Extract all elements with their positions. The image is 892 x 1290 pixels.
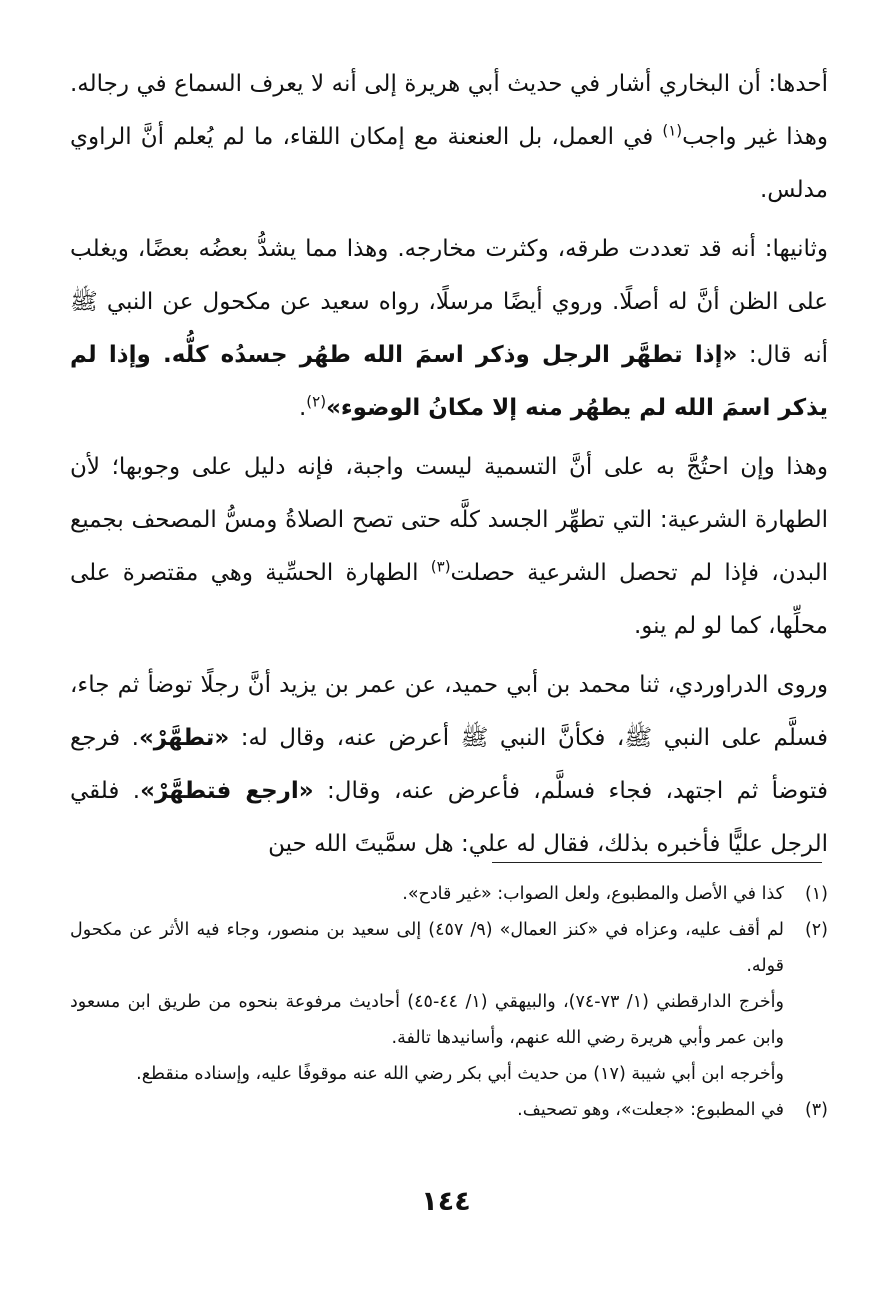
paragraph-3-text-b: الطهارة الحسِّية وهي مقتصرة على محلِّها، كما لو لم ينو.	[70, 560, 828, 639]
paragraph-4	[70, 659, 828, 871]
paragraph-2	[70, 223, 828, 435]
footnote-1-line: كذا في الأصل والمطبوع، ولعل الصواب: «غير قادح».	[402, 884, 784, 904]
footnotes	[70, 876, 828, 1128]
paragraph-1-text-b: في العمل، بل العنعنة مع إمكان اللقاء، ما لم يُعلم أنَّ الراوي مدلس.	[70, 124, 828, 203]
footnote-ref-2[interactable]: (٢)	[306, 392, 327, 411]
paragraph-3-text-a: وهذا وإن احتُجَّ به على أنَّ التسمية ليست واجبة، فإنه دليل على وجوبها؛ لأن الطهارة الشرعية: التي تطهِّر الجسد كلَّه حتى تصح الصلاةُ ومسُّ المصحف بجميع البدن، فإذا لم تحصل الشرعية حصلت	[70, 454, 828, 586]
footnote-1-number: (١)	[804, 884, 828, 904]
footnote-divider	[492, 862, 822, 863]
footnote-ref-3[interactable]: (٣)	[430, 557, 451, 576]
paragraph-2-text-a: وثانيها: أنه قد تعددت طرقه، وكثرت مخارجه. وهذا مما يشدُّ بعضُه بعضًا، ويغلب على الظن أنَّ له أصلًا. وروي أيضًا مرسلًا، رواه سعيد عن مكحول عن النبي ﷺ أنه قال:	[70, 236, 828, 368]
footnote-2-line-3: وأخرجه ابن أبي شيبة (١٧) من حديث أبي بكر رضي الله عنه موقوفًا عليه، وإسناده منقطع.	[136, 1064, 784, 1084]
page-number: ١٤٤	[421, 1186, 471, 1217]
paragraph-1-text-a: أحدها: أن البخاري أشار في حديث أبي هريرة إلى أنه لا يعرف السماع في رجاله. وهذا غير واجب	[70, 71, 828, 150]
footnote-2-line-1: لم أقف عليه، وعزاه في «كنز العمال» (٩/ ٤٥٧) إلى سعيد بن منصور، وجاء فيه الأثر عن مكحول قوله.	[70, 920, 784, 976]
paragraph-4-text-b: . فرجع فتوضأ ثم اجتهد، فجاء فسلَّم، فأعرض عنه، وقال:	[70, 725, 828, 804]
footnote-2-line-2: وأخرج الدارقطني (١/ ٧٣-٧٤)، والبيهقي (١/ ٤٤-٤٥) أحاديث مرفوعة بنحوه من طريق ابن مسعود وابن عمر وأبي هريرة رضي الله عنهم، وأسانيدها تالفة.	[70, 992, 784, 1048]
footnote-3-body	[70, 1092, 784, 1128]
footnote-3-line: في المطبوع: «جعلت»، وهو تصحيف.	[517, 1100, 784, 1120]
footnote-3-number: (٣)	[804, 1100, 828, 1120]
footnote-2-number: (٢)	[804, 920, 828, 940]
footnote-1	[70, 876, 828, 912]
footnote-2	[70, 912, 828, 1092]
paragraph-4-text-a: وروى الدراوردي، ثنا محمد بن أبي حميد، عن عمر بن يزيد أنَّ رجلًا توضأ ثم جاء، فسلَّم على النبي ﷺ، فكأنَّ النبي ﷺ أعرض عنه، وقال له:	[70, 672, 828, 751]
footnote-1-body	[70, 876, 784, 912]
paragraph-4-quote-1: «تطهَّرْ»	[138, 725, 230, 751]
paragraph-2-hadith-quote: «إذا تطهَّر الرجل وذكر اسمَ الله طهُر جسدُه كلُّه. وإذا لم يذكر اسمَ الله لم يطهُر منه إلا مكانُ الوضوء»	[70, 342, 828, 421]
paragraph-1	[70, 58, 828, 217]
paragraph-2-end: .	[298, 395, 307, 421]
paragraph-4-text-c: . فلقي الرجل عليًّا فأخبره بذلك، فقال له علي: هل سمَّيتَ الله حين	[70, 778, 828, 857]
paragraph-4-quote-2: «ارجع فتطهَّرْ»	[140, 778, 314, 804]
footnote-ref-1[interactable]: (١)	[662, 121, 683, 140]
footnote-2-body	[70, 912, 784, 1092]
paragraph-3	[70, 441, 828, 653]
main-text	[70, 58, 828, 871]
footnote-3	[70, 1092, 828, 1128]
